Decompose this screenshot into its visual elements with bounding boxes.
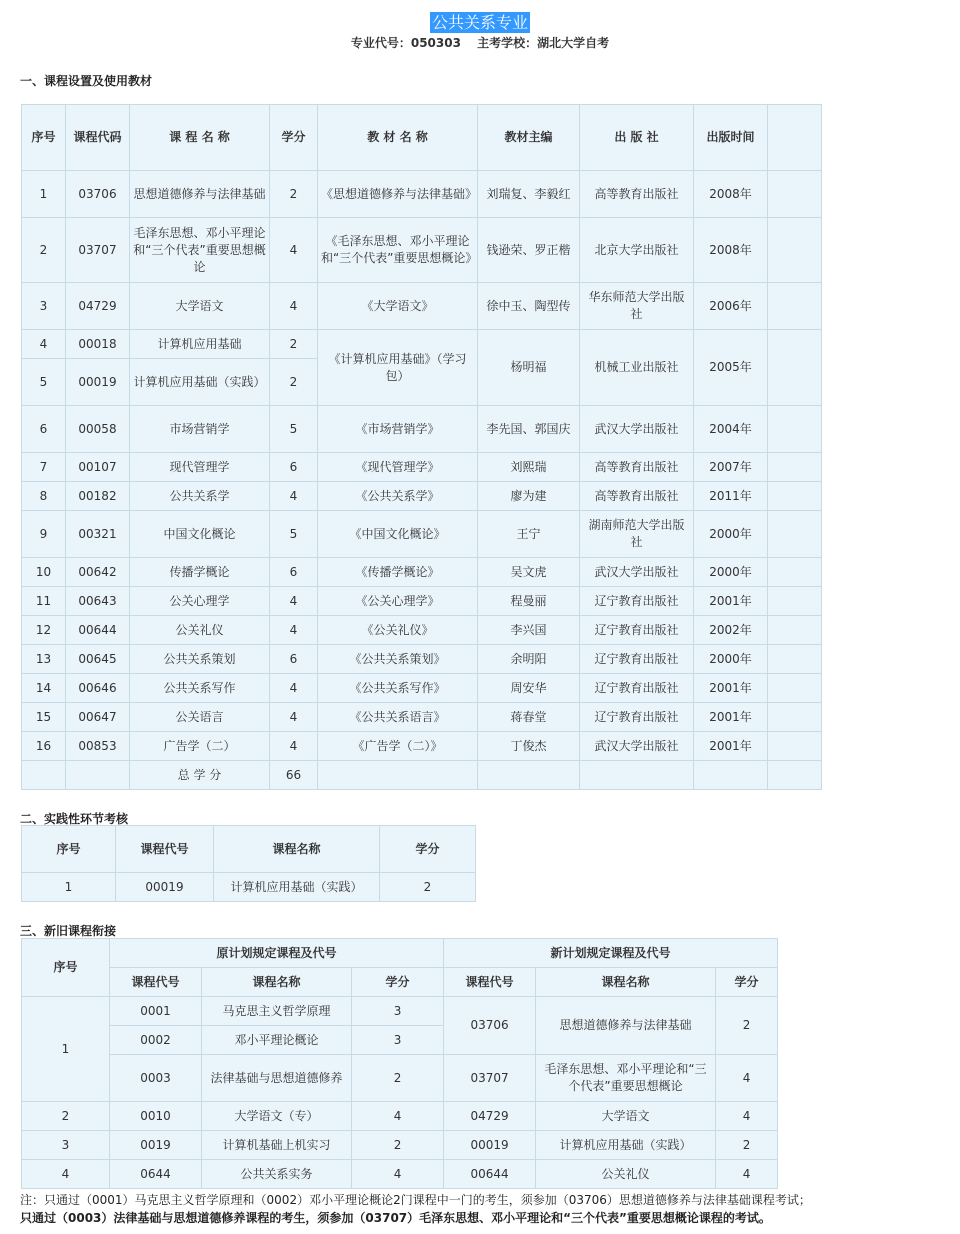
cell-credit: 5: [270, 406, 318, 453]
footnote-1: 注：只通过（0001）马克思主义哲学原理和（0002）邓小平理论概论2门课程中一门的考生，须参加（03706）思想道德修养与法律基础课程考试；: [20, 1193, 811, 1207]
cell-editor: 廖为建: [478, 482, 580, 511]
cell-credit: 4: [270, 732, 318, 761]
table-header-row: [22, 826, 476, 873]
cell-new-credit: 4: [716, 1055, 778, 1102]
cell-credit: 6: [270, 645, 318, 674]
cell-publisher: 高等教育出版社: [580, 482, 694, 511]
cell-publisher: 辽宁教育出版社: [580, 616, 694, 645]
cell-publisher: 辽宁教育出版社: [580, 674, 694, 703]
header-old-name: 课程名称: [202, 968, 352, 997]
cell-textbook: 《传播学概论》: [318, 558, 478, 587]
table-row: [22, 1160, 778, 1189]
cell-code: 00645: [66, 645, 130, 674]
table-row: [22, 283, 822, 330]
cell-credit: 2: [380, 873, 476, 902]
table-row: [22, 1055, 778, 1102]
cell-pub-date: 2000年: [694, 645, 768, 674]
cell-publisher: 机械工业出版社: [580, 330, 694, 406]
total-label: 总 学 分: [130, 761, 270, 790]
cell-textbook: 《毛泽东思想、邓小平理论和“三个代表”重要思想概论》: [318, 218, 478, 283]
cell-seq: 5: [22, 359, 66, 406]
cell-credit: 4: [270, 218, 318, 283]
table-row: [22, 873, 476, 902]
header-new-plan: 新计划规定课程及代号: [444, 939, 778, 968]
cell-publisher: 高等教育出版社: [580, 453, 694, 482]
cell-old-name: 计算机基础上机实习: [202, 1131, 352, 1160]
cell-old-name: 大学语文（专）: [202, 1102, 352, 1131]
cell-textbook: 《计算机应用基础》（学习包）: [318, 330, 478, 406]
cell-seq: 12: [22, 616, 66, 645]
cell-textbook: 《中国文化概论》: [318, 511, 478, 558]
table-row: [22, 171, 822, 218]
header-credit: 学分: [380, 826, 476, 873]
cell-credit: 4: [270, 482, 318, 511]
cell-old-code: 0002: [110, 1026, 202, 1055]
cell-textbook: 《公共关系写作》: [318, 674, 478, 703]
cell-pub-date: 2000年: [694, 558, 768, 587]
cell-code: 03706: [66, 171, 130, 218]
cell-extra: [768, 453, 822, 482]
cell-code: 00646: [66, 674, 130, 703]
cell-pub-date: 2001年: [694, 703, 768, 732]
cell-seq: 1: [22, 997, 110, 1102]
section-heading-courses: 一、课程设置及使用教材: [20, 74, 153, 88]
cell-course-name: 公共关系学: [130, 482, 270, 511]
cell-credit: 2: [270, 330, 318, 359]
cell-textbook: 《公关礼仪》: [318, 616, 478, 645]
cell-textbook: 《大学语文》: [318, 283, 478, 330]
cell-extra: [768, 283, 822, 330]
cell-seq: 2: [22, 1102, 110, 1131]
cell-code: 00853: [66, 732, 130, 761]
cell-course-name: 公共关系写作: [130, 674, 270, 703]
cell-empty: [768, 761, 822, 790]
cell-editor: 程曼丽: [478, 587, 580, 616]
cell-publisher: 武汉大学出版社: [580, 406, 694, 453]
cell-new-name: 思想道德修养与法律基础: [536, 997, 716, 1055]
cell-empty: [694, 761, 768, 790]
cell-course-name: 计算机应用基础（实践）: [214, 873, 380, 902]
cell-editor: 丁俊杰: [478, 732, 580, 761]
cell-old-name: 邓小平理论概论: [202, 1026, 352, 1055]
header-editor: 教材主编: [478, 105, 580, 171]
table-row: [22, 587, 822, 616]
cell-new-code: 00019: [444, 1131, 536, 1160]
cell-editor: 钱逊荣、罗正楷: [478, 218, 580, 283]
cell-editor: 蒋春堂: [478, 703, 580, 732]
cell-pub-date: 2007年: [694, 453, 768, 482]
cell-credit: 2: [270, 359, 318, 406]
table-row: [22, 997, 778, 1026]
cell-seq: 16: [22, 732, 66, 761]
cell-seq: 9: [22, 511, 66, 558]
subtitle: [0, 34, 960, 51]
cell-extra: [768, 587, 822, 616]
cell-old-code: 0019: [110, 1131, 202, 1160]
cell-pub-date: 2001年: [694, 587, 768, 616]
cell-old-credit: 2: [352, 1055, 444, 1102]
cell-old-name: 马克思主义哲学原理: [202, 997, 352, 1026]
header-seq: 序号: [22, 939, 110, 997]
cell-new-code: 00644: [444, 1160, 536, 1189]
cell-seq: 1: [22, 873, 116, 902]
cell-code: 04729: [66, 283, 130, 330]
cell-empty: [66, 761, 130, 790]
cell-seq: 13: [22, 645, 66, 674]
header-seq: 序号: [22, 826, 116, 873]
cell-empty: [580, 761, 694, 790]
cell-credit: 4: [270, 703, 318, 732]
cell-publisher: 武汉大学出版社: [580, 732, 694, 761]
cell-editor: 刘瑞复、李毅红: [478, 171, 580, 218]
cell-editor: 王宁: [478, 511, 580, 558]
cell-publisher: 辽宁教育出版社: [580, 645, 694, 674]
table-row: [22, 218, 822, 283]
cell-seq: 7: [22, 453, 66, 482]
header-publisher: 出 版 社: [580, 105, 694, 171]
cell-old-code: 0003: [110, 1055, 202, 1102]
cell-course-name: 公关语言: [130, 703, 270, 732]
table-row: [22, 558, 822, 587]
cell-editor: 李兴国: [478, 616, 580, 645]
cell-code: 00321: [66, 511, 130, 558]
cell-credit: 4: [270, 283, 318, 330]
cell-old-credit: 3: [352, 997, 444, 1026]
table-row: [22, 674, 822, 703]
cell-new-code: 03706: [444, 997, 536, 1055]
cell-old-code: 0644: [110, 1160, 202, 1189]
header-pub-date: 出版时间: [694, 105, 768, 171]
cell-pub-date: 2004年: [694, 406, 768, 453]
cell-new-name: 毛泽东思想、邓小平理论和“三个代表”重要思想概论: [536, 1055, 716, 1102]
header-code: 课程代码: [66, 105, 130, 171]
cell-course-name: 计算机应用基础（实践）: [130, 359, 270, 406]
cell-seq: 15: [22, 703, 66, 732]
table-row: [22, 406, 822, 453]
cell-old-code: 0001: [110, 997, 202, 1026]
table-header-row: [22, 968, 778, 997]
cell-extra: [768, 482, 822, 511]
header-course-name: 课 程 名 称: [130, 105, 270, 171]
cell-pub-date: 2001年: [694, 732, 768, 761]
cell-pub-date: 2008年: [694, 218, 768, 283]
cell-pub-date: 2005年: [694, 330, 768, 406]
page-title-wrap: [0, 10, 960, 33]
cell-extra: [768, 218, 822, 283]
cell-extra: [768, 732, 822, 761]
transition-table: [21, 938, 778, 1189]
header-old-plan: 原计划规定课程及代号: [110, 939, 444, 968]
cell-new-credit: 4: [716, 1102, 778, 1131]
cell-seq: 8: [22, 482, 66, 511]
cell-seq: 2: [22, 218, 66, 283]
cell-textbook: 《思想道德修养与法律基础》: [318, 171, 478, 218]
cell-seq: 4: [22, 1160, 110, 1189]
cell-publisher: 高等教育出版社: [580, 171, 694, 218]
cell-old-name: 公共关系实务: [202, 1160, 352, 1189]
cell-publisher: 辽宁教育出版社: [580, 703, 694, 732]
header-seq: 序号: [22, 105, 66, 171]
total-row: [22, 761, 822, 790]
cell-textbook: 《公共关系策划》: [318, 645, 478, 674]
cell-textbook: 《广告学（二）》: [318, 732, 478, 761]
header-course-name: 课程名称: [214, 826, 380, 873]
table-row: [22, 511, 822, 558]
cell-editor: 刘熙瑞: [478, 453, 580, 482]
cell-credit: 4: [270, 616, 318, 645]
cell-publisher: 华东师范大学出版社: [580, 283, 694, 330]
cell-editor: 李先国、郭国庆: [478, 406, 580, 453]
cell-course-name: 现代管理学: [130, 453, 270, 482]
header-credit: 学分: [270, 105, 318, 171]
course-table: [21, 104, 822, 790]
header-old-code: 课程代号: [110, 968, 202, 997]
cell-new-credit: 4: [716, 1160, 778, 1189]
cell-old-credit: 4: [352, 1160, 444, 1189]
cell-extra: [768, 616, 822, 645]
cell-credit: 4: [270, 587, 318, 616]
cell-code: 00019: [116, 873, 214, 902]
cell-code: 00018: [66, 330, 130, 359]
cell-new-credit: 2: [716, 1131, 778, 1160]
cell-editor: 余明阳: [478, 645, 580, 674]
cell-extra: [768, 330, 822, 406]
cell-old-credit: 3: [352, 1026, 444, 1055]
cell-code: 00647: [66, 703, 130, 732]
cell-seq: 10: [22, 558, 66, 587]
cell-course-name: 公关礼仪: [130, 616, 270, 645]
cell-course-name: 大学语文: [130, 283, 270, 330]
cell-new-code: 03707: [444, 1055, 536, 1102]
cell-pub-date: 2011年: [694, 482, 768, 511]
cell-code: 03707: [66, 218, 130, 283]
cell-course-name: 传播学概论: [130, 558, 270, 587]
total-value: 66: [270, 761, 318, 790]
cell-extra: [768, 171, 822, 218]
cell-empty: [478, 761, 580, 790]
cell-course-name: 市场营销学: [130, 406, 270, 453]
header-old-credit: 学分: [352, 968, 444, 997]
cell-pub-date: 2008年: [694, 171, 768, 218]
cell-new-code: 04729: [444, 1102, 536, 1131]
cell-editor: 杨明福: [478, 330, 580, 406]
table-row: [22, 1102, 778, 1131]
cell-extra: [768, 511, 822, 558]
cell-code: 00182: [66, 482, 130, 511]
cell-code: 00058: [66, 406, 130, 453]
cell-pub-date: 2006年: [694, 283, 768, 330]
cell-extra: [768, 645, 822, 674]
header-new-code: 课程代号: [444, 968, 536, 997]
cell-editor: 徐中玉、陶型传: [478, 283, 580, 330]
cell-old-name: 法律基础与思想道德修养: [202, 1055, 352, 1102]
table-row: [22, 453, 822, 482]
table-group-header-row: [22, 939, 778, 968]
cell-textbook: 《现代管理学》: [318, 453, 478, 482]
cell-empty: [22, 761, 66, 790]
table-row: [22, 482, 822, 511]
cell-new-credit: 2: [716, 997, 778, 1055]
footnote-2: 只通过（0003）法律基础与思想道德修养课程的考生，须参加（03707）毛泽东思想、邓小平理论和“三个代表”重要思想概论课程的考试。: [20, 1211, 771, 1225]
cell-seq: 1: [22, 171, 66, 218]
table-row: [22, 645, 822, 674]
table-row: [22, 616, 822, 645]
cell-extra: [768, 703, 822, 732]
cell-publisher: 湖南师范大学出版社: [580, 511, 694, 558]
cell-new-name: 大学语文: [536, 1102, 716, 1131]
major-code: 专业代号：050303: [350, 36, 461, 50]
table-row: [22, 1131, 778, 1160]
section-heading-transition: 三、新旧课程衔接: [20, 924, 117, 938]
cell-pub-date: 2000年: [694, 511, 768, 558]
cell-course-name: 中国文化概论: [130, 511, 270, 558]
cell-code: 00019: [66, 359, 130, 406]
cell-course-name: 思想道德修养与法律基础: [130, 171, 270, 218]
section-heading-practice: 二、实践性环节考核: [20, 812, 129, 826]
cell-publisher: 武汉大学出版社: [580, 558, 694, 587]
header-new-name: 课程名称: [536, 968, 716, 997]
page-title: 公共关系专业: [431, 13, 528, 32]
cell-seq: 11: [22, 587, 66, 616]
cell-empty: [318, 761, 478, 790]
table-row: [22, 330, 822, 359]
cell-textbook: 《公关心理学》: [318, 587, 478, 616]
cell-new-name: 公关礼仪: [536, 1160, 716, 1189]
header-new-credit: 学分: [716, 968, 778, 997]
table-header-row: [22, 105, 822, 171]
cell-old-credit: 2: [352, 1131, 444, 1160]
cell-extra: [768, 558, 822, 587]
exam-school: 主考学校：湖北大学自考: [477, 36, 610, 50]
cell-credit: 4: [270, 674, 318, 703]
header-extra: [768, 105, 822, 171]
cell-course-name: 广告学（二）: [130, 732, 270, 761]
cell-pub-date: 2002年: [694, 616, 768, 645]
cell-old-credit: 4: [352, 1102, 444, 1131]
header-code: 课程代号: [116, 826, 214, 873]
cell-textbook: 《公共关系学》: [318, 482, 478, 511]
cell-extra: [768, 674, 822, 703]
cell-code: 00643: [66, 587, 130, 616]
cell-publisher: 辽宁教育出版社: [580, 587, 694, 616]
cell-credit: 2: [270, 171, 318, 218]
cell-new-name: 计算机应用基础（实践）: [536, 1131, 716, 1160]
cell-old-code: 0010: [110, 1102, 202, 1131]
cell-publisher: 北京大学出版社: [580, 218, 694, 283]
cell-seq: 14: [22, 674, 66, 703]
table-row: [22, 732, 822, 761]
cell-course-name: 计算机应用基础: [130, 330, 270, 359]
practice-table: [21, 825, 476, 902]
cell-credit: 6: [270, 453, 318, 482]
cell-extra: [768, 406, 822, 453]
cell-seq: 6: [22, 406, 66, 453]
cell-textbook: 《市场营销学》: [318, 406, 478, 453]
table-row: [22, 703, 822, 732]
cell-editor: 周安华: [478, 674, 580, 703]
cell-seq: 4: [22, 330, 66, 359]
cell-textbook: 《公共关系语言》: [318, 703, 478, 732]
cell-editor: 吴文虎: [478, 558, 580, 587]
cell-code: 00107: [66, 453, 130, 482]
cell-seq: 3: [22, 1131, 110, 1160]
cell-course-name: 公关心理学: [130, 587, 270, 616]
header-textbook: 教 材 名 称: [318, 105, 478, 171]
cell-code: 00644: [66, 616, 130, 645]
cell-course-name: 毛泽东思想、邓小平理论和“三个代表”重要思想概论: [130, 218, 270, 283]
cell-seq: 3: [22, 283, 66, 330]
cell-course-name: 公共关系策划: [130, 645, 270, 674]
cell-credit: 6: [270, 558, 318, 587]
cell-credit: 5: [270, 511, 318, 558]
cell-code: 00642: [66, 558, 130, 587]
cell-pub-date: 2001年: [694, 674, 768, 703]
